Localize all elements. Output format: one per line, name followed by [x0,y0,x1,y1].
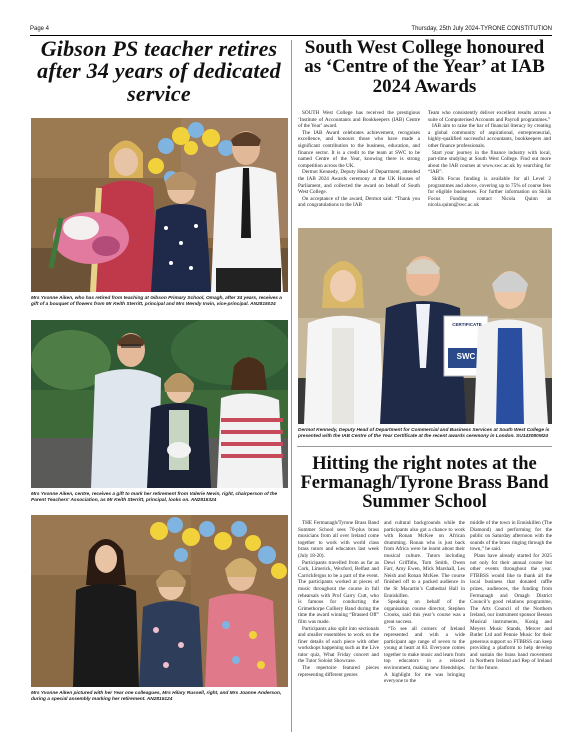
band-para: Speaking on behalf of the organisation course director, Stephen Crooks, said this year’s course was a great success. [384,599,465,625]
caption-photo-3: Mrs Yvonne Aiken pictured with her Year one colleagues, Mrs Hilary Russell, right, and Mrs Joanne Anderson, during a special assembly marking her retirement. AN2815124 [31,691,282,703]
band-para: and cultural backgrounds while the participants also got a chance to work with Ronan McKee on African drumming. Ronan who is just back from Africa were he learnt about their musical culture. Tutors including Dewi Griffiths, Tom Smith, Owen Farr, Amy Ewen, Mick Marshall, Les Neish and Ronan McKee. The course finished off to a packed audience in the St Macartin’s Cathedral Hall in Enniskillen. [384,520,465,599]
band-column-2 [384,520,465,732]
photo-gift [31,320,288,488]
iab-para: The IAB Award celebrates achievement, recognises excellence, and honours those who have made a significant contribution to the business, education, and finance sector. It is a credit to the team at SWC to be named Centre of the Year, knowing there is strong competition across the UK. [298,129,420,169]
iab-column-1 [298,110,420,224]
page-header [30,26,552,36]
band-headline: Hitting the right notes at the Fermanagh/Tyrone Brass Band Summer School [300,454,549,512]
iab-para: Start your journey in the finance industry with local, part-time studying at South West College. Find out more about the IAB courses at www.swc.ac.uk by searching for “IAB”. [428,149,551,176]
iab-column-2 [428,110,551,224]
band-para: Participants also split into sectionals and smaller ensembles to work on the finer details of each piece with other workshops happening such as the Live tutor quiz, What Friday concert and the Tutor Soloist Showcase. [298,625,379,665]
photo-colleagues [31,515,288,687]
page-number: Page 4 [30,26,50,32]
dateline: Thursday, 25th July 2024-TYRONE CONSTITUTION [411,26,552,32]
band-para: “To see all corners of Ireland represented and with a wide participant age range of seven to the young at heart at 83. Everyone comes together to make music and learn from top educators in a relaxed environment, making new friendships. A highlight for me was bringing everyone to the [384,625,465,685]
band-para: The repertoire featured pieces representing different genres [298,665,379,678]
band-column-1 [298,520,379,732]
iab-para: IAB aim to raise the bar of financial literacy by creating a global community of aspirational, entrepreneurial, highly-qualified successful accountants, bookkeepers and other finance professionals. [428,123,551,149]
caption-photo-1: Mrs Yvonne Aiken, who has retired from teaching at Gibson Primary School, Omagh, after 34 years, receives a gift of a bouquet of flowers from Mr Keith Sterritt, principal and Mrs Wendy Irwin, vice-principal. AN2815024 [31,296,282,308]
column-divider [291,40,292,732]
caption-photo-2: Mrs Yvonne Aiken, centre, receives a gift to mark her retirement from Valerie Nevin, right, chairperson of the Parent Teachers' Association, as Mr Keith Sterritt, principal, looks on. AN2815324 [31,492,278,504]
certificate-logo: SWC [456,352,476,361]
caption-iab-photo: Dermot Kennedy, Deputy Head of Department for Commercial and Business Services at South West College is presented with the IAB Centre of the Year Certificate at the recent awards ceremony in London. SU143080M24 [298,428,550,440]
iab-para: Dermot Kennedy, Deputy Head of Department, attended the IAB 2024 Awards ceremony at the UK Houses of Parliament, and collected the award on behalf of South West College. [298,169,420,196]
iab-para: On acceptance of the award, Dermot said: “Thank you and congratulations to the IAB [298,195,420,209]
iab-para: SOUTH West College has received the prestigious ‘Institute of Accountants and Bookkeepers (IAB) Centre of the Year’ award. [298,110,420,130]
band-column-3 [470,520,552,732]
band-para: Participants travelled from as far as Cork, Limerick, Wexford, Belfast and Carrickfergus to be a part of the event. The participants worked at pieces of music throughout the course in full rehearsals with Prof Garry Cutt, who is famous for conducting the Grimethorpe Colliery Band during the time the award winning “Brassed Off” film was made. [298,559,379,625]
iab-para: Team who consistently deliver excellent results across a suite of Computerised Accounts and Payroll programmes.” [428,110,551,123]
certificate-title: CERTIFICATE [452,322,482,327]
iab-headline: South West College honoured as ‘Centre of the Year’ at IAB 2024 Awards [304,37,545,97]
photo-bouquet [31,118,288,292]
gibson-headline: Gibson PS teacher retires after 34 years of dedicated service [37,36,281,106]
photo-iab-award [298,228,552,424]
iab-para: Skills Focus funding is available for all Level 2 programmes and above, covering up to 75% of course fees for eligible businesses. For further information on Skills Focus Funding contact Nicola Quinn at nicola.quinn@swc.ac.uk [428,175,551,209]
story-divider [297,446,552,447]
band-para: THE Fermanagh/Tyrone Brass Band Summer School sees 70-plus brass musicians from all over Ireland come together to work with world class brass tutors and educators last week (July 18-20). [298,520,379,559]
band-para: middle of the town in Enniskillen (The Diamond) and performing for the public on Saturday afternoon with the sounds of the brass ringing through the town,” he said. [470,520,552,553]
band-para: Plans have already started for 2025 not only for their annual course but other events throughout the year. FTBBSS would like to thank all the local business that donated raffle prizes, audiences, the funding from Fermanagh and Omagh District Council’s good relations programme, The Arts Council of the Northern Ireland, our instrument sponsor Besson Musical instruments, Konig and Meyers Music Stands, Mercer and Butler Ltd and Pennie Music for their generous support so FTBBSS can keep providing a platform to help develop and sustain the brass band movement in Northern Ireland and Rep of Ireland for the future. [470,552,552,672]
